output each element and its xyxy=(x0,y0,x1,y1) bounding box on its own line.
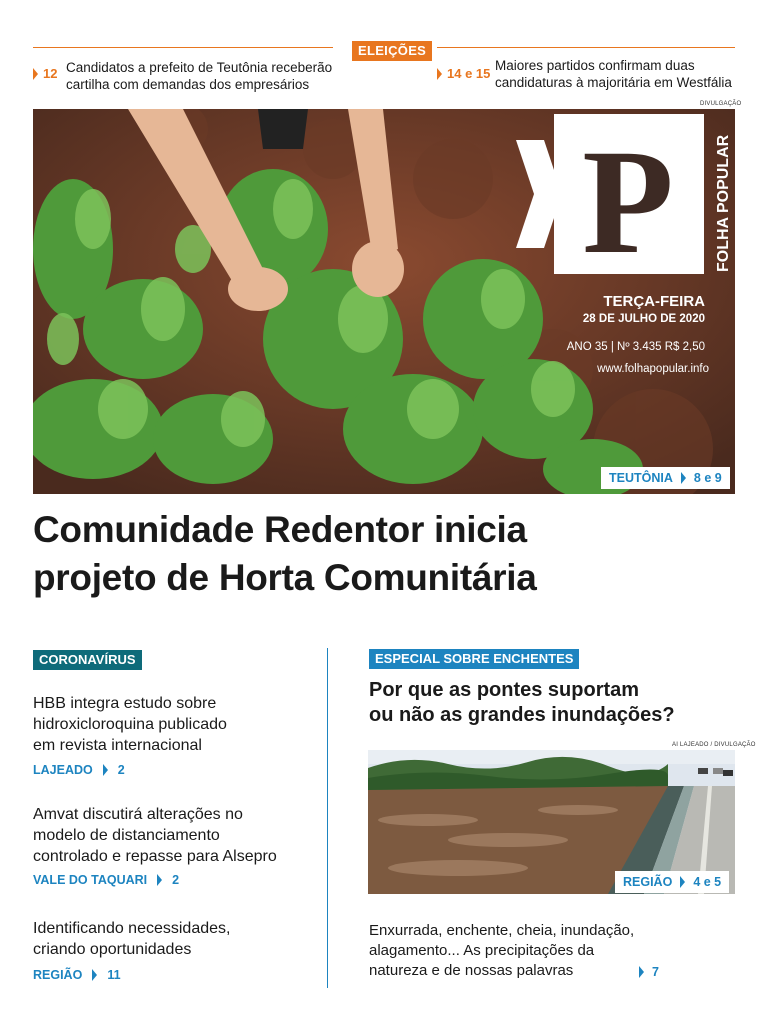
coronavirus-tag: CORONAVÍRUS xyxy=(33,650,142,670)
floods-headline-line2: ou não as grandes inundações? xyxy=(369,704,675,726)
arrow-right-icon xyxy=(157,874,162,886)
top-left-teaser[interactable] xyxy=(66,59,346,93)
story-oportunidades[interactable] xyxy=(33,918,313,960)
flood-photo-ref[interactable] xyxy=(615,871,729,893)
hero-section-ref[interactable] xyxy=(601,467,730,489)
story-oportunidades-line1: Identificando necessidades, xyxy=(33,920,231,937)
arrow-right-icon xyxy=(681,472,686,484)
top-left-teaser-line2: cartilha com demandas dos empresários xyxy=(66,77,310,92)
masthead-name: FOLHA POPULAR xyxy=(715,134,732,272)
main-headline-line2: projeto de Horta Comunitária xyxy=(33,557,537,598)
top-right-teaser-line1: Maiores partidos confirmam duas xyxy=(495,58,695,73)
story-precipitacoes-line2: alagamento... As precipitações da xyxy=(369,942,595,959)
masthead-weekday: TERÇA-FEIRA xyxy=(603,293,705,310)
story-precipitacoes-line3: natureza e de nossas palavras xyxy=(369,962,574,979)
masthead-website: www.folhapopular.info xyxy=(597,363,709,375)
masthead-meta: ANO 35 | Nº 3.435 R$ 2,50 xyxy=(566,341,705,353)
floods-headline[interactable] xyxy=(369,678,735,728)
floods-photo-credit: AI LAJEADO / DIVULGAÇÃO xyxy=(672,742,756,748)
story-hbb-line1: HBB integra estudo sobre xyxy=(33,695,217,712)
arrow-right-icon xyxy=(92,969,97,981)
story-amvat-line2: modelo de distanciamento xyxy=(33,827,220,844)
arrow-right-icon xyxy=(680,876,685,888)
main-headline-line1: Comunidade Redentor inicia xyxy=(33,509,527,550)
top-right-page-ref[interactable] xyxy=(437,66,490,81)
elections-tag: ELEIÇÕES xyxy=(352,41,432,61)
masthead-edition xyxy=(540,341,705,353)
top-rule-left xyxy=(33,47,333,48)
logo-letter: P xyxy=(582,119,674,277)
story-amvat-page: 2 xyxy=(172,873,180,887)
story-oportunidades-line2: criando oportunidades xyxy=(33,941,192,958)
arrow-right-icon xyxy=(639,966,644,978)
main-headline[interactable] xyxy=(33,506,733,602)
story-oportunidades-ref[interactable] xyxy=(33,968,121,982)
folha-popular-logo[interactable] xyxy=(516,112,733,277)
floods-headline-line1: Por que as pontes suportam xyxy=(369,679,640,701)
arrow-right-icon xyxy=(103,764,108,776)
story-amvat-line1: Amvat discutirá alterações no xyxy=(33,806,243,823)
masthead-website-block[interactable] xyxy=(540,363,709,375)
story-hbb-section: LAJEADO xyxy=(33,763,93,777)
story-oportunidades-section: REGIÃO xyxy=(33,968,83,982)
story-precipitacoes-line1: Enxurrada, enchente, cheia, inundação, xyxy=(369,922,635,939)
story-hbb-line2: hidroxicloroquina publicado xyxy=(33,716,227,733)
top-rule-right xyxy=(437,47,735,48)
story-precipitacoes-ref[interactable] xyxy=(639,965,659,979)
floods-special-tag: ESPECIAL SOBRE ENCHENTES xyxy=(369,649,579,669)
column-divider xyxy=(327,648,328,988)
hero-photo-credit: DIVULGAÇÃO xyxy=(700,101,742,107)
masthead-date-block xyxy=(540,293,705,325)
arrow-right-icon xyxy=(33,68,38,80)
top-right-teaser-line2: candidaturas à majoritária em Westfália xyxy=(495,75,732,90)
top-left-page: 12 xyxy=(43,66,58,81)
story-precipitacoes-page: 7 xyxy=(652,965,659,979)
story-hbb-page: 2 xyxy=(117,763,125,777)
story-oportunidades-page: 11 xyxy=(107,968,121,982)
story-precipitacoes[interactable] xyxy=(369,921,669,981)
story-hbb-line3: em revista internacional xyxy=(33,737,202,754)
top-left-teaser-line1: Candidatos a prefeito de Teutônia receberão xyxy=(66,60,333,75)
flood-photo-pages: 4 e 5 xyxy=(693,875,722,889)
story-hbb-ref[interactable] xyxy=(33,763,125,777)
story-amvat-line3: controlado e repasse para Alsepro xyxy=(33,848,277,865)
top-right-page: 14 e 15 xyxy=(447,66,491,81)
story-amvat-ref[interactable] xyxy=(33,873,179,887)
masthead-date: 28 DE JULHO DE 2020 xyxy=(582,313,705,325)
story-amvat[interactable] xyxy=(33,804,323,867)
story-hbb[interactable] xyxy=(33,693,313,756)
flood-photo-section: REGIÃO xyxy=(623,875,673,889)
top-right-teaser[interactable] xyxy=(495,57,735,91)
arrow-right-icon xyxy=(437,68,442,80)
hero-pages: 8 e 9 xyxy=(693,471,722,485)
logo-mark xyxy=(516,112,733,277)
top-left-page-ref[interactable] xyxy=(33,66,57,81)
story-amvat-section: VALE DO TAQUARI xyxy=(33,873,148,887)
hero-section: TEUTÔNIA xyxy=(609,471,673,485)
